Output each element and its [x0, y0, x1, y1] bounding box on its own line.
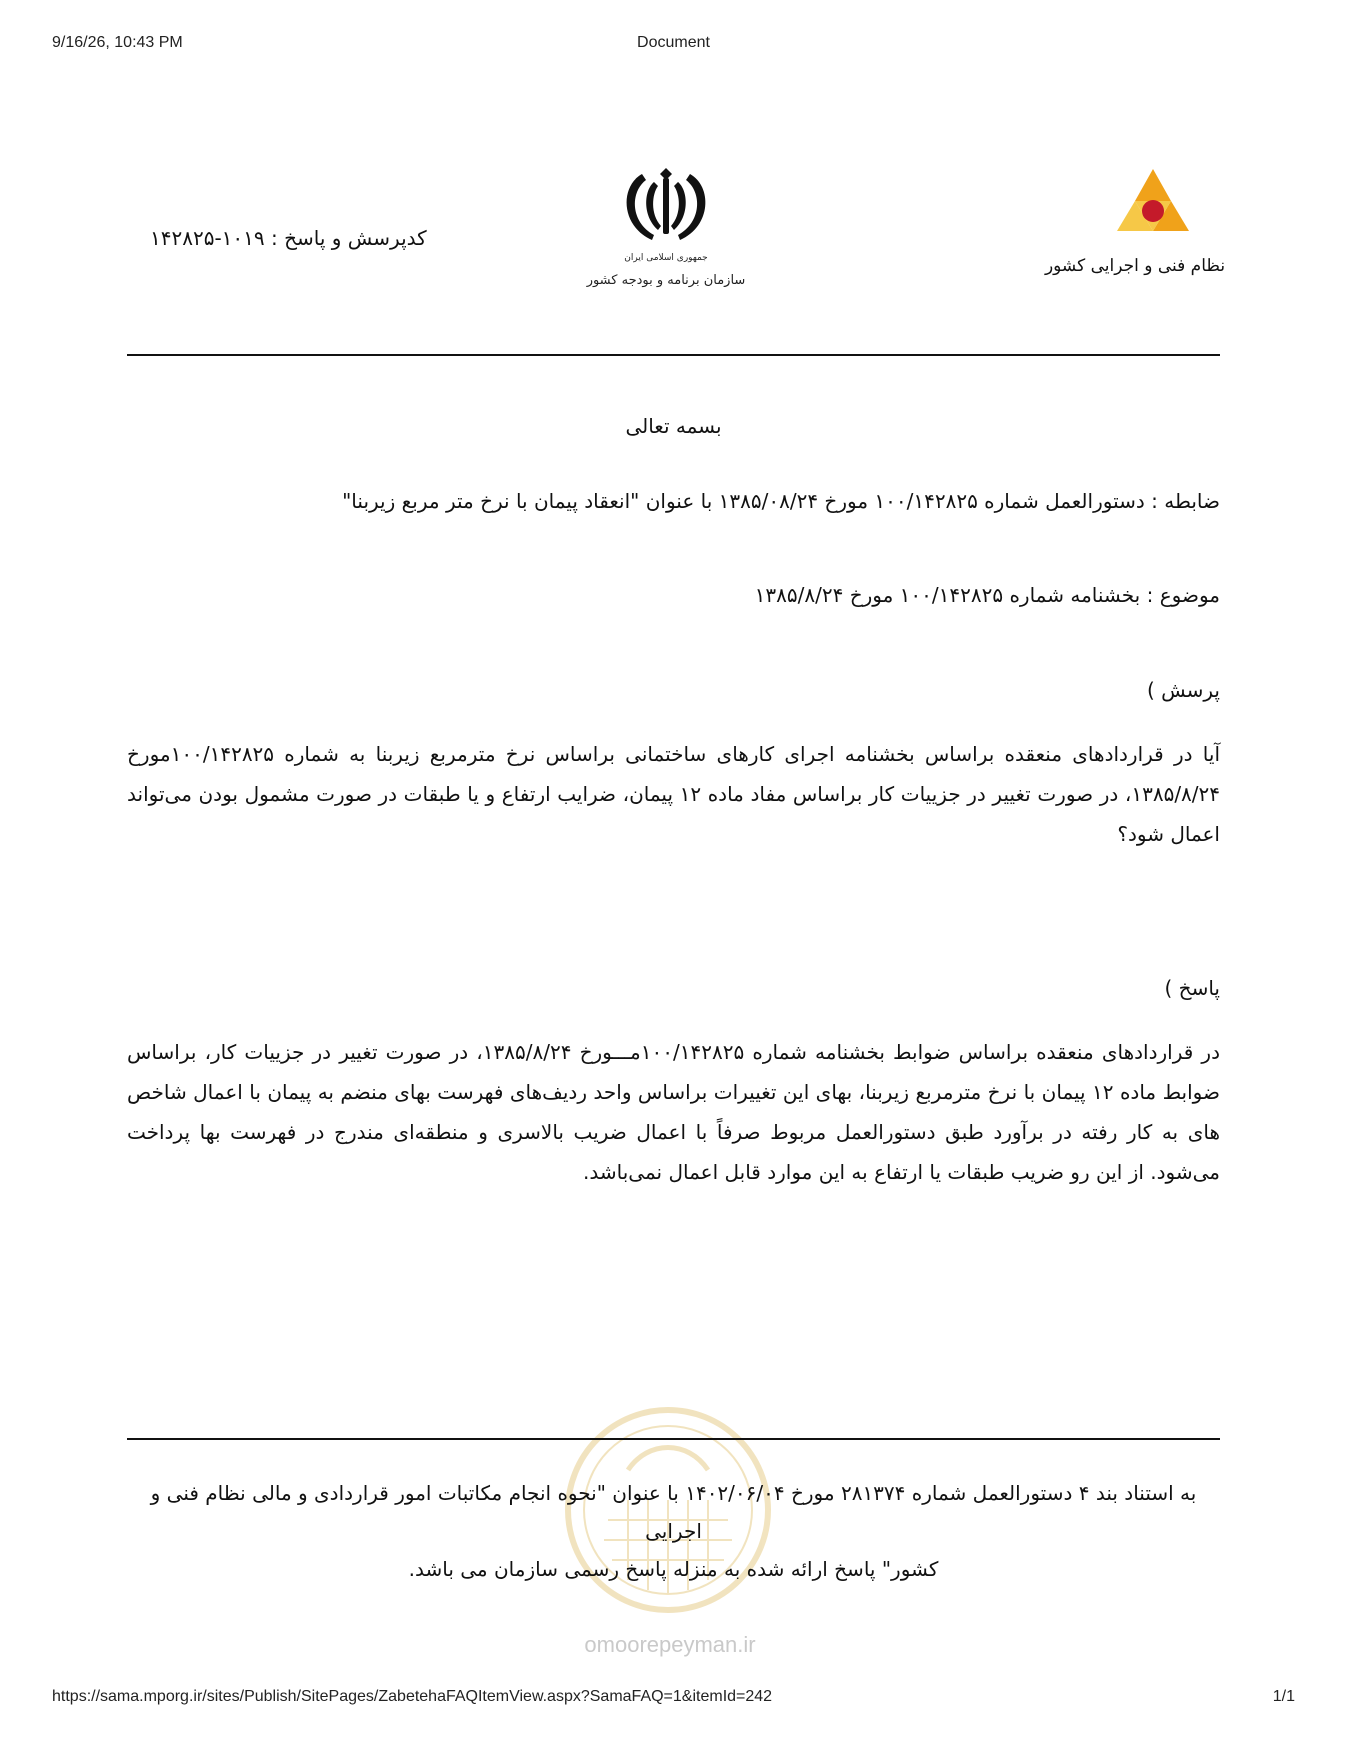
official-response-note — [127, 1474, 1220, 1588]
question-text: آیا در قراردادهای منعقده براساس بخشنامه اجرای کارهای ساختمانی براساس نرخ مترمربع زیربنا به شماره ۱۰۰/۱۴۲۸۲۵مورخ ۱۳۸۵/۸/۲۴، در صورت تغییر در جزییات کار براساس مفاد ماده ۱۲ پیمان، ضرایب ارتفاع و یا طبقات در صورت مشمول بودن می‌تواند اعمال شود؟ — [127, 742, 1221, 846]
qa-code: کدپرسش و پاسخ : ۱۰۱۹-۱۴۲۸۲۵ — [150, 226, 427, 250]
print-url[interactable]: https://sama.mporg.ir/sites/Publish/SitePages/ZabetehaFAQItemView.aspx?SamaFAQ=1&itemId=242 — [52, 1688, 773, 1705]
regulation-line: ضابطه : دستورالعمل شماره ۱۰۰/۱۴۲۸۲۵ مورخ ۱۳۸۵/۰۸/۲۴ با عنوان "انعقاد پیمان با نرخ متر مربع زیربنا" — [342, 489, 1220, 513]
subject-line: موضوع : بخشنامه شماره ۱۰۰/۱۴۲۸۲۵ مورخ ۱۳۸۵/۸/۲۴ — [754, 583, 1220, 607]
answer-text: در قراردادهای منعقده براساس ضوابط بخشنامه شماره ۱۰۰/۱۴۲۸۲۵مـــورخ ۱۳۸۵/۸/۲۴، در صورت تغییر در جزییات کار، براساس ضوابط ماده ۱۲ پیمان با نرخ مترمربع زیربنا، بهای این تغییرات براساس واحد ردیف‌های فهرست بهای منضم به پیمان با اعمال شاخص های به کار رفته در برآورد طبق دستورالعمل مربوط صرفاً با اعمال ضریب بالاسری و منطقه‌ای مندرج در فهرست بها پرداخت می‌شود. از این رو ضریب طبقات یا ارتفاع به این موارد قابل اعمال نمی‌باشد. — [127, 1040, 1220, 1184]
footer-note-line-1: به استناد بند ۴ دستورالعمل شماره ۲۸۱۳۷۴ مورخ ۱۴۰۲/۰۶/۰۴ با عنوان "نحوه انجام مکاتبات امور قراردادی و مالی نظام فنی و اجرایی — [150, 1481, 1197, 1543]
print-footer — [52, 1688, 1295, 1710]
print-header — [52, 34, 1295, 56]
print-title: Document — [637, 34, 710, 51]
emblem-line-2: سازمان برنامه و بودجه کشور — [586, 273, 746, 288]
logo-caption: نظام فنی و اجرایی کشور — [1044, 256, 1226, 276]
print-datetime: 9/16/26, 10:43 PM — [52, 34, 183, 51]
page-number: 1/1 — [1272, 1688, 1295, 1705]
nezam-fani-logo — [1044, 165, 1226, 305]
footer-note-line-2: کشور" پاسخ ارائه شده به منزله پاسخ رسمی سازمان می باشد. — [408, 1557, 939, 1581]
iran-emblem-logo — [586, 160, 746, 310]
answer-label: پاسخ ) — [1164, 976, 1220, 1000]
footer-divider — [127, 1438, 1220, 1440]
header-divider — [127, 354, 1220, 356]
invocation: بسمه تعالی — [625, 414, 722, 438]
emblem-line-1: جمهوری اسلامی ایران — [624, 253, 708, 263]
watermark-site: omoorepeyman.ir — [584, 1632, 756, 1657]
question-label: پرسش ) — [1146, 678, 1220, 702]
